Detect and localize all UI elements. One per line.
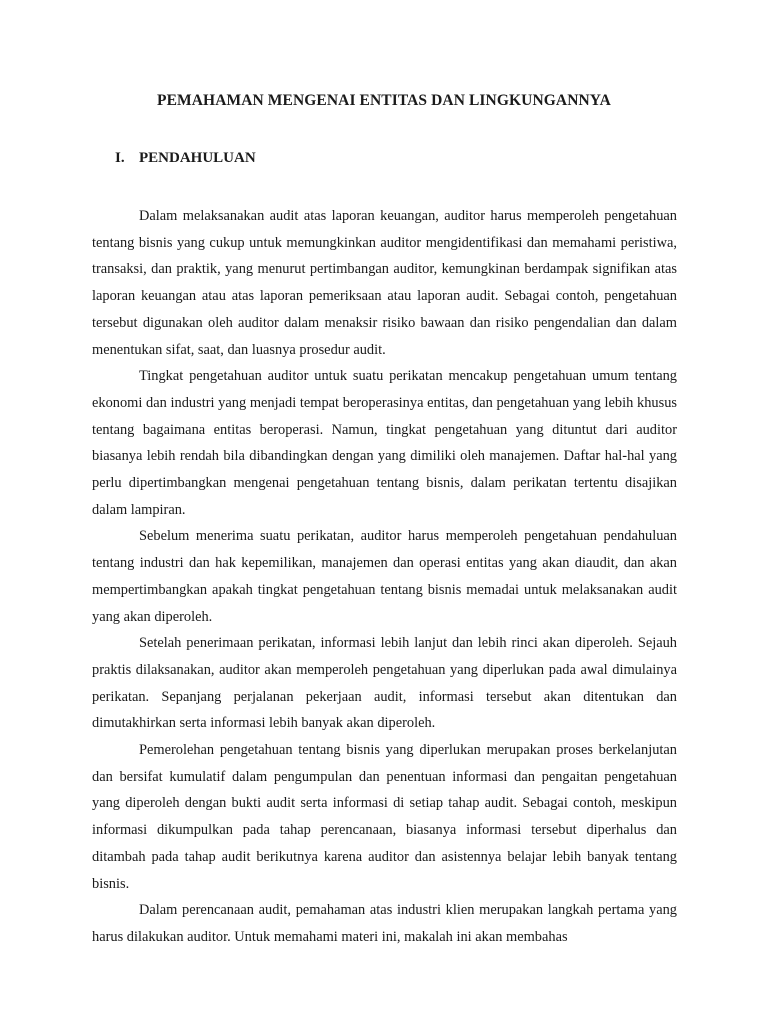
section-number: I.	[115, 150, 125, 166]
paragraph: Dalam melaksanakan audit atas laporan keuangan, auditor harus memperoleh pengetahuan tentang bisnis yang cukup untuk memungkinkan auditor mengidentifikasi dan memahami peristiwa, transaksi, dan praktik, yang menurut pertimbangan auditor, kemungkinan berdampak signifikan atas laporan keuangan atau atas laporan pemeriksaan atau laporan audit. Sebagai contoh, pengetahuan tersebut digunakan oleh auditor dalam menaksir risiko bawaan dan risiko pengendalian dan dalam menentukan sifat, saat, dan luasnya prosedur audit.	[92, 208, 677, 358]
paragraph: Tingkat pengetahuan auditor untuk suatu perikatan mencakup pengetahuan umum tentang ekonomi dan industri yang menjadi tempat beroperasinya entitas, dan pengetahuan yang lebih khusus tentang bagaimana entitas beroperasi. Namun, tingkat pengetahuan yang dituntut dari auditor biasanya lebih rendah bila dibandingkan dengan yang dimiliki oleh manajemen. Daftar hal-hal yang perlu dipertimbangkan mengenai pengetahuan tentang bisnis, dalam perikatan tertentu disajikan dalam lampiran.	[92, 368, 677, 518]
section-heading	[115, 150, 256, 167]
paragraph: Pemerolehan pengetahuan tentang bisnis yang diperlukan merupakan proses berkelanjutan dan bersifat kumulatif dalam pengumpulan dan penentuan informasi dan pengaitan pengetahuan yang diperoleh dengan bukti audit serta informasi di setiap tahap audit. Sebagai contoh, meskipun informasi dikumpulkan pada tahap perencanaan, biasanya informasi tersebut diperhalus dan ditambah pada tahap audit berikutnya karena auditor dan asistennya belajar lebih banyak tentang bisnis.	[92, 742, 677, 892]
section-heading-text: PENDAHULUAN	[139, 150, 256, 166]
paragraph: Setelah penerimaan perikatan, informasi lebih lanjut dan lebih rinci akan diperoleh. Sejauh praktis dilaksanakan, auditor akan memperoleh pengetahuan yang diperlukan pada awal dimulainya perikatan. Sepanjang perjalanan pekerjaan audit, informasi tersebut akan ditentukan dan dimutakhirkan serta informasi lebih banyak akan diperoleh.	[92, 635, 677, 732]
paragraph: Sebelum menerima suatu perikatan, auditor harus memperoleh pengetahuan pendahuluan tentang industri dan hak kepemilikan, manajemen dan operasi entitas yang akan diaudit, dan akan mempertimbangkan apakah tingkat pengetahuan tentang bisnis memadai untuk melaksanakan audit yang akan diperoleh.	[92, 528, 677, 625]
paragraph: Dalam perencanaan audit, pemahaman atas industri klien merupakan langkah pertama yang harus dilakukan auditor. Untuk memahami materi ini, makalah ini akan membahas	[92, 902, 677, 945]
document-title: PEMAHAMAN MENGENAI ENTITAS DAN LINGKUNGANNYA	[157, 92, 611, 109]
body-text	[92, 203, 677, 951]
